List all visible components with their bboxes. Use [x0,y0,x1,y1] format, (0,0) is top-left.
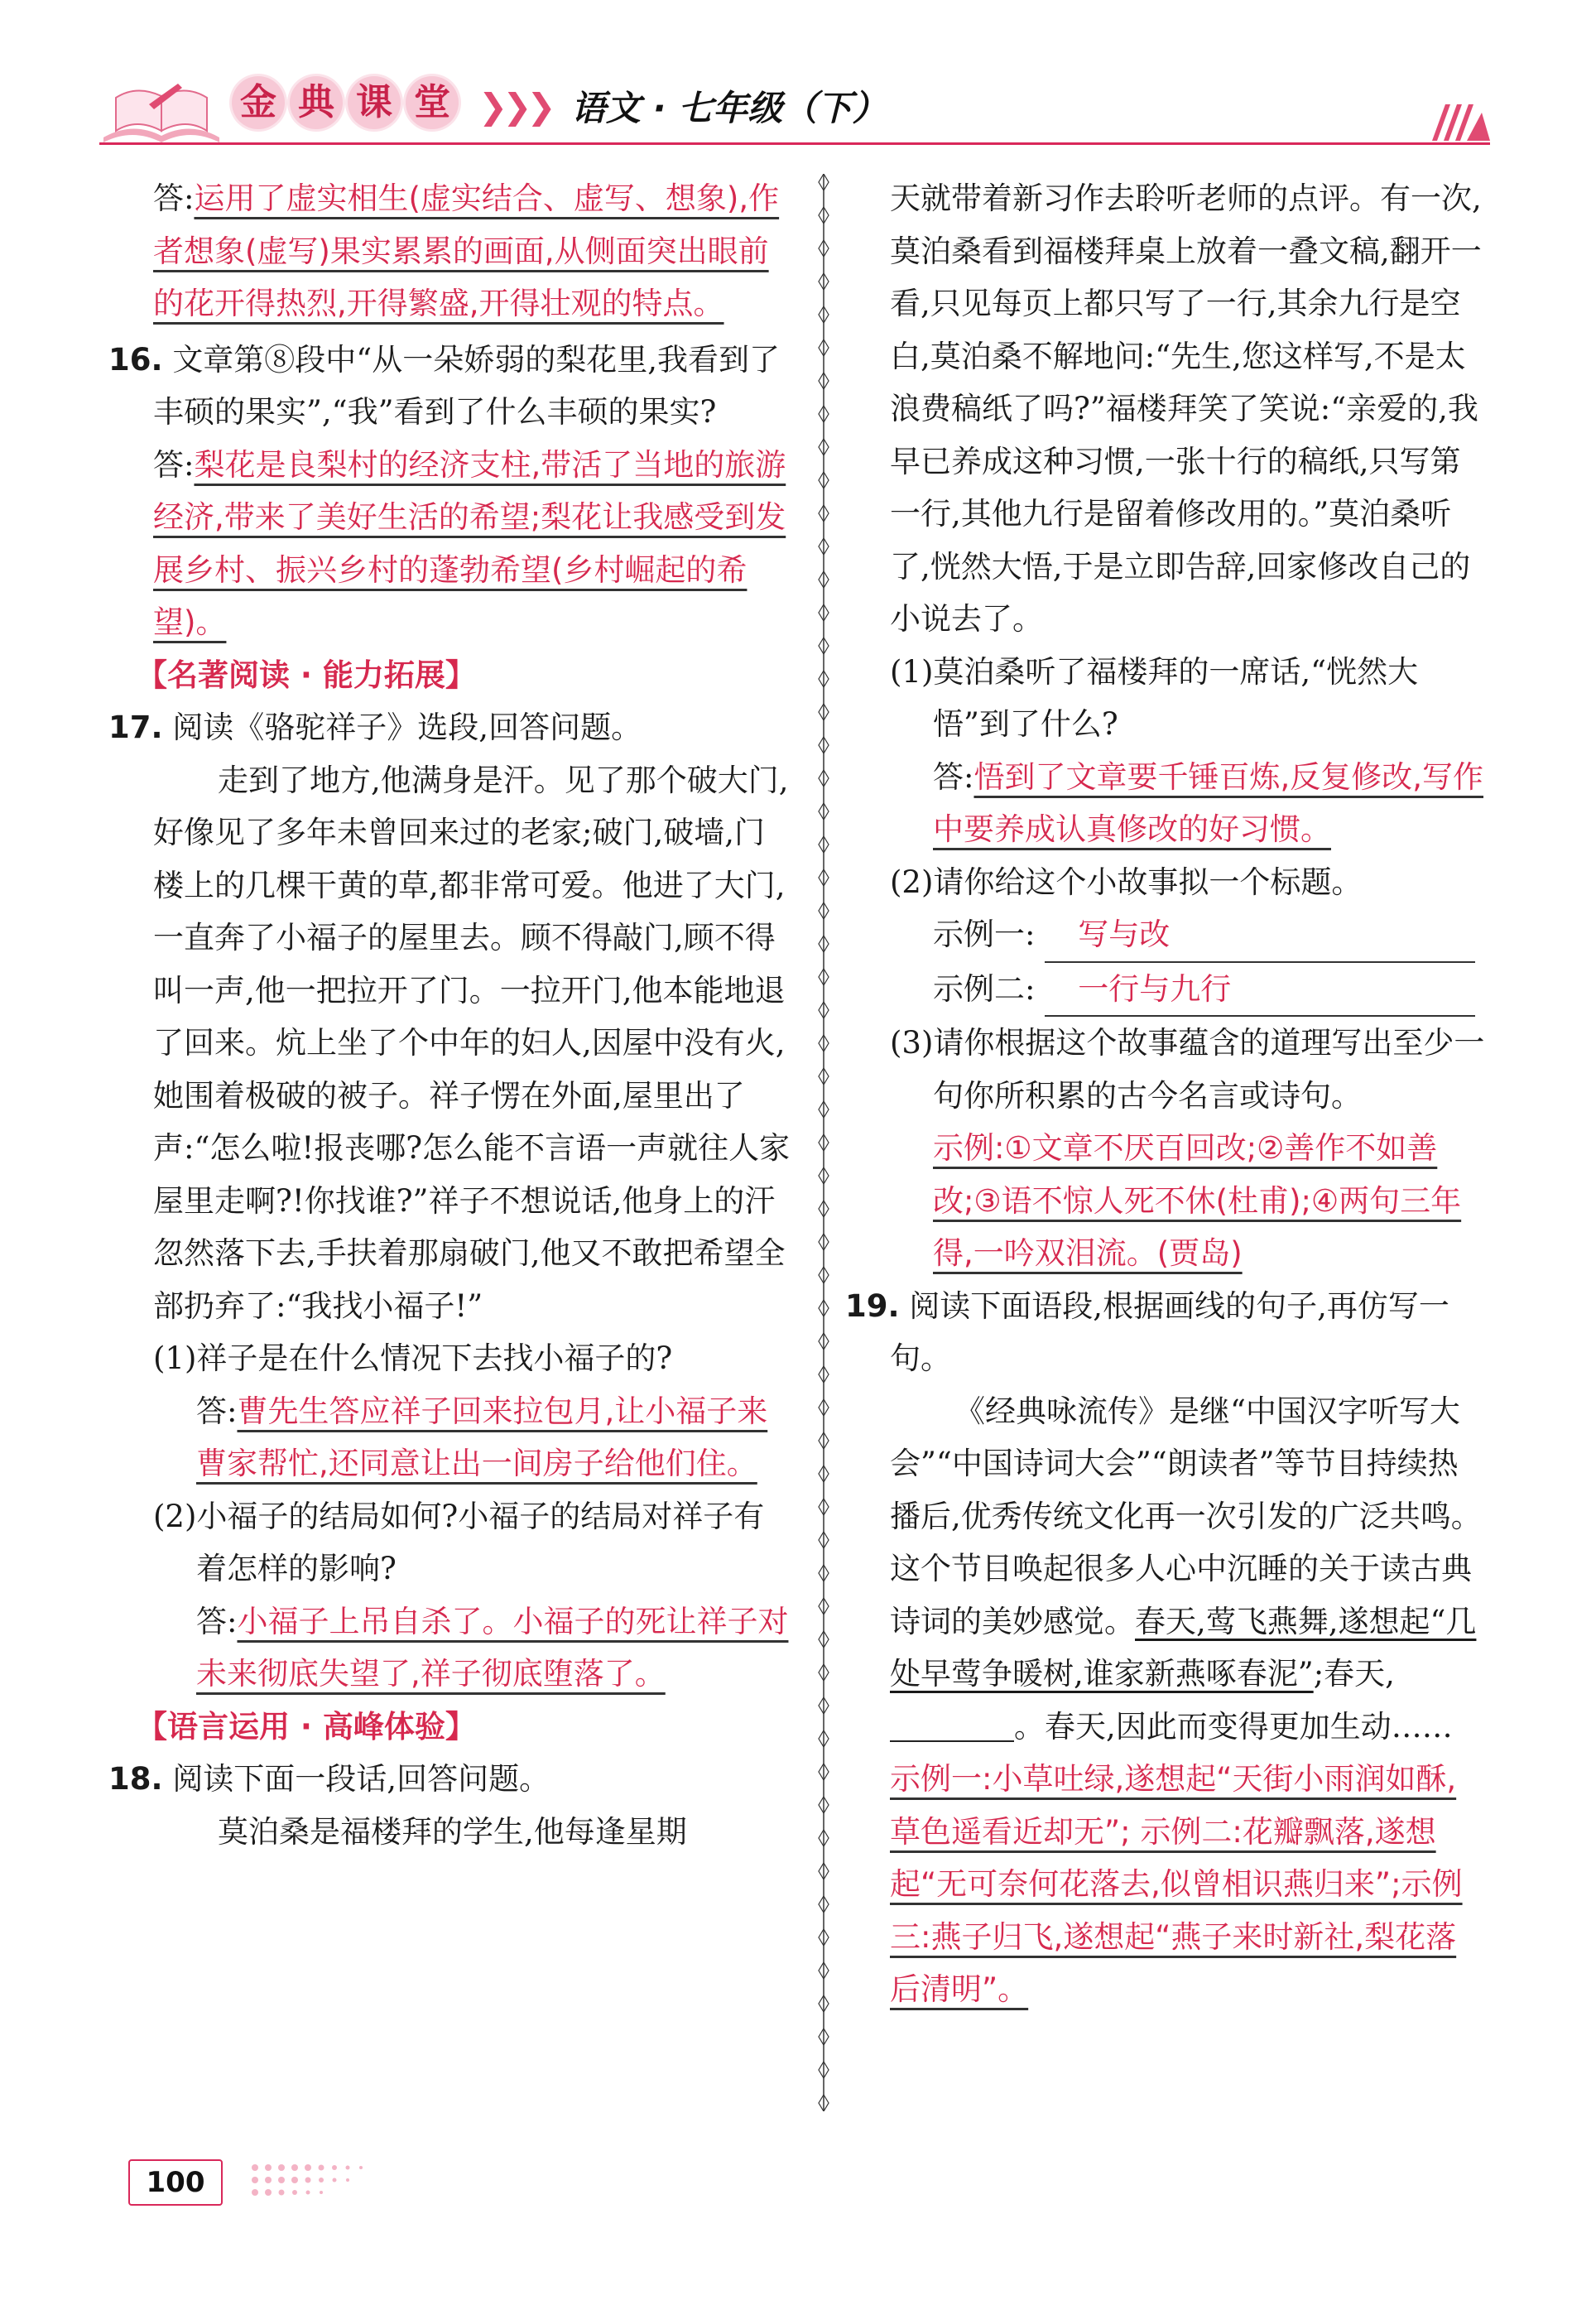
sub-question-text: (2)小福子的结局如何?小福子的结局对祥子有着怎样的影响? [153,1498,765,1586]
sub-question: (2)请你给这个小故事拟一个标题。 [890,864,1363,900]
brand-char: 典 [290,76,343,129]
title-example-1 [890,908,1486,963]
question-number: 19. [845,1287,900,1324]
answer-text: 梨花是良梨村的经济支柱,带活了当地的旅游经济,带来了美好生活的希望;梨花让我感受到发展乡村、振兴乡村的蓬勃希望(乡村崛起的希望)。 [153,446,786,640]
example-line [1045,963,1475,1018]
sub-question-text: (3)请你根据这个故事蕴含的道理写出至少一句你所积累的古今名言或诗句。 [890,1025,1485,1114]
reading-passage [890,1385,1486,1754]
chevron-right-icon: ❯❯❯ [478,86,551,127]
answer-label: 答: [153,446,195,483]
sub-question: (1)祥子是在什么情况下去找小福子的? [153,1340,673,1376]
q15-answer [153,172,791,330]
brand-title [232,76,459,129]
reading-passage: 莫泊桑是福楼拜的学生,他每逢星期 [218,1813,687,1850]
example-label: 示例二: [933,970,1036,1007]
reading-passage: 天就带着新习作去聆听老师的点评。有一次,莫泊桑看到福楼拜桌上放着一叠文稿,翻开一看,只见每页上都只写了一行,其余九行是空白,莫泊桑不解地问:“先生,您这样写,不是太浪费稿纸了吗?”福楼拜笑了笑说:“亲爱的,我早已养成这种习惯,一张十行的稿纸,只写第一行,其他九行是留着修改用的。”莫泊桑听了,恍然大悟,于是立即告辞,回家修改自己的小说去了。 [890,180,1482,637]
subject-title: 语文 · 七年级（下） [571,88,887,128]
title-example-2 [890,963,1486,1018]
example-label: 示例一: [933,917,1036,952]
sub-question [153,1490,791,1595]
answer-text: 运用了虚实相生(虚实结合、虚写、想象),作者想象(虚写)果实累累的画面,从侧面突出眼前的花开得热烈,开得繁盛,开得壮观的特点。 [153,180,780,321]
question-16 [108,334,791,439]
open-book-icon [99,79,224,146]
reading-passage: 走到了地方,他满身是汗。见了那个破大门,好像见了多年未曾回来过的老家;破门,破墙,门楼上的几棵干黄的草,都非常可爱。他进了大门,一直奔了小福子的屋里去。顾不得敲门,顾不得叫一声,他一把拉开了门。一拉开门,他本能地退了回来。炕上坐了个中年的妇人,因屋中没有火,她围着极破的被子。祥子愣在外面,屋里出了声:“怎么啦!报丧哪?怎么能不言语一声就往人家屋里走啊?!你找谁?”祥子不想说话,他身上的汗忽然落下去,手扶着那扇破门,他又不敢把希望全部扔弃了:“我找小福子!” [153,762,791,1324]
brand-char: 金 [232,76,285,129]
dots-decoration [248,2159,464,2201]
column-divider [815,174,832,2111]
header-rule [99,142,1490,145]
question-text: 阅读《骆驼祥子》选段,回答问题。 [172,710,642,745]
fill-in-blank[interactable] [890,1716,1014,1742]
brand-char: 堂 [406,76,459,129]
answer-label: 答: [196,1393,238,1429]
passage-text: ;春天, [1313,1656,1395,1692]
example-text: 一行与九行 [1078,970,1232,1007]
sub-question [890,1017,1486,1122]
answer-label: 答: [153,180,195,216]
sub-answer [153,1595,791,1701]
answer-text: 悟到了文章要千锤百炼,反复修改,写作中要养成认真修改的好习惯。 [933,758,1483,847]
right-column [845,172,1486,2016]
underlined-sentence: 春天,莺飞燕舞,遂想起“几处早莺争暖树,谁家新燕啄春泥” [890,1603,1477,1692]
answer-text: 曹先生答应祥子回来拉包月,让小福子来曹家帮忙,还同意让出一间房子给他们住。 [196,1393,768,1481]
answer-text: 示例一:小草吐绿,遂想起“天街小雨润如酥,草色遥看近却无”; 示例二:花瓣飘落,遂想起“无可奈何花落去,似曾相识燕归来”;示例三:燕子归飞,遂想起“燕子来时新社,梨花落后清明”。 [890,1761,1463,2007]
example-line [1045,908,1475,963]
question-18 [108,1753,791,1806]
question-17 [108,701,791,754]
section-heading: 【语言运用 · 高峰体验】 [137,1708,476,1745]
stripes-icon [1424,104,1490,141]
question-text: 阅读下面语段,根据画线的句子,再仿写一句。 [890,1287,1449,1376]
sub-answer [890,751,1486,856]
page-header [99,73,1490,152]
example-text: 写与改 [1078,917,1171,952]
question-19 [845,1280,1486,1385]
section-heading: 【名著阅读 · 能力拓展】 [137,657,476,693]
passage-text: 《经典咏流传》是继“中国汉字听写大会”“中国诗词大会”“朗读者”等节目持续热播后,优秀传统文化再一次引发的广泛共鸣。这个节目唤起很多人心中沉睡的关于读古典诗词的美妙感觉。 [890,1393,1482,1639]
answer-text: 示例:①文章不厌百回改;②善作不如善改;③语不惊人死不休(杜甫);④两句三年得,一吟双泪流。(贾岛) [933,1130,1462,1271]
page-number: 100 [128,2159,223,2206]
answer-label: 答: [933,758,974,795]
brand-char: 课 [348,76,401,129]
question-text: 阅读下面一段话,回答问题。 [172,1761,550,1797]
left-column [108,172,791,1858]
sub-answer [153,1385,791,1490]
answer-label: 答: [196,1603,238,1639]
question-number: 18. [108,1761,163,1797]
q16-answer [153,439,791,649]
sub-question-text: (1)莫泊桑听了福楼拜的一席话,“恍然大悟”到了什么? [890,653,1419,742]
question-text: 文章第⑧段中“从一朵娇弱的梨花里,我看到了丰硕的果实”,“我”看到了什么丰硕的果实? [153,341,780,430]
q19-answer [890,1753,1486,2016]
sub-question [890,646,1486,751]
sub-answer [890,1122,1486,1280]
question-number: 16. [108,341,163,378]
question-number: 17. [108,710,163,745]
answer-text: 小福子上吊自杀了。小福子的死让祥子对未来彻底失望了,祥子彻底堕落了。 [196,1603,789,1692]
passage-text: 。春天,因此而变得更加生动…… [1014,1708,1453,1745]
